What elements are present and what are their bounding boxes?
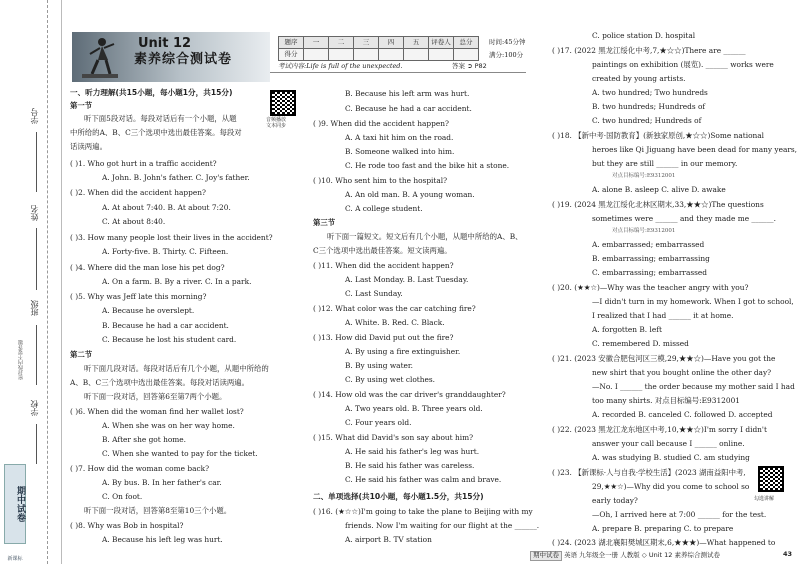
question-11[interactable]: ( )11. When did the accident happen? (313, 261, 454, 270)
score-cell: 四 (379, 37, 404, 49)
question-17-cont: paintings on exhibition (展览). ______ works were (592, 60, 774, 69)
question-16[interactable]: ( )16. (★☆☆)I'm going to take the plane to Beijing with my (313, 507, 533, 516)
score-cell: 题序 (279, 37, 304, 49)
score-header-row (279, 37, 479, 49)
options-10: C. A college student. (345, 204, 423, 213)
options-15: B. He said his father was careless. (345, 461, 475, 470)
question-21-cont: too many shirts. 对点目标编号:E9312001 (592, 396, 740, 405)
question-10[interactable]: ( )10. Who sent him to the hospital? (313, 176, 448, 185)
name-field[interactable] (36, 228, 37, 290)
instruction: C三个选项中选出最佳答案。短文读两遍。 (313, 246, 452, 255)
question-23-cont: —Oh, I arrived here at 7:00 ______ for the test. (592, 510, 767, 519)
question-7[interactable]: ( )7. How did the woman come back? (70, 464, 210, 473)
score-table (278, 36, 479, 61)
content-line: 考试内容:Life is full of the unexpected. (278, 62, 403, 70)
options-2: C. At about 8:40. (102, 217, 166, 226)
question-1[interactable]: ( )1. Who got hurt in a traffic accident? (70, 159, 217, 168)
options-20: A. forgotten B. left (592, 325, 662, 334)
options-16: A. airport B. TV station (345, 535, 432, 544)
score-cell: 一 (304, 37, 329, 49)
score-input[interactable] (404, 49, 429, 61)
school-label: 学校 (30, 400, 39, 416)
score-value-row (279, 49, 479, 61)
options-10: A. An old man. B. A young woman. (345, 190, 475, 199)
score-cell: 评卷人 (429, 37, 454, 49)
options-9: C. He rode too fast and the bike hit a stone. (345, 161, 510, 170)
target-code: 对点目标编号:E9312001 (612, 228, 676, 234)
instruction: 听下面5段对话。每段对话后有一个小题，从题 (84, 114, 237, 123)
fold-line (47, 0, 48, 564)
question-21[interactable]: ( )21. (2023 安徽合肥包河区三模,29,★★☆)—Have you got the (552, 354, 776, 363)
instruction: 中所给的A、B、C三个选项中选出最佳答案。每段对 (70, 128, 242, 137)
options-19: B. embarrassing; embarrassing (592, 254, 710, 263)
brand-subtitle: 新课标 (7, 556, 23, 562)
instruction: 听下面一段对话，回答第6至第7两个小题。 (84, 392, 227, 401)
score-input[interactable] (329, 49, 354, 61)
options-3: A. Forty-five. B. Thirty. C. Fifteen. (102, 247, 229, 256)
options-2: A. At about 7:40. B. At about 7:20. (102, 203, 231, 212)
options-5: A. Because he overslept. (102, 306, 195, 315)
figure-illustration-icon (80, 34, 120, 80)
options-8: A. Because his left leg was hurt. (102, 535, 223, 544)
score-input[interactable] (429, 49, 454, 61)
options-6: C. When she wanted to pay for the ticket. (102, 449, 258, 458)
options-1: A. John. B. John's father. C. Joy's father. (102, 173, 250, 182)
score-cell: 三 (354, 37, 379, 49)
question-24[interactable]: ( )24. (2023 湖北襄阳樊城区期末,6,★★★)—What happened to (552, 538, 776, 547)
question-20-cont: I realized that I had ______ it at home. (592, 311, 734, 320)
qr-caption: 勾选讲解 (754, 496, 775, 502)
question-17[interactable]: ( )17. (2022 黑龙江绥化中考,7,★☆☆)There are ______ (552, 46, 746, 55)
question-23-cont: 29,★★☆)—Why did you come to school so (592, 482, 750, 491)
section-choice-title: 二、单项选择(共10小题，每小题1.5分，共15分) (313, 492, 484, 501)
options-7: C. On foot. (102, 492, 143, 501)
student-id-label: 学号 (30, 108, 39, 124)
question-19-cont: sometimes were ______ and they made me ______. (592, 214, 776, 223)
score-input[interactable] (354, 49, 379, 61)
question-6[interactable]: ( )6. When did the woman find her wallet lost? (70, 407, 244, 416)
options-6: B. After she got home. (102, 435, 187, 444)
question-22-cont: answer your call because I ______ online. (592, 439, 745, 448)
instruction: 听下面一段对话，回答第8至第10三个小题。 (84, 506, 232, 515)
question-17-cont: created by young artists. (592, 74, 686, 83)
options-13: C. By using wet clothes. (345, 375, 436, 384)
score-input[interactable] (304, 49, 329, 61)
options-9: B. Someone walked into him. (345, 147, 455, 156)
page-footer (530, 551, 800, 564)
score-cell: 五 (404, 37, 429, 49)
score-input[interactable] (454, 49, 479, 61)
options-20: C. remembered D. missed (592, 339, 689, 348)
question-20-cont: —I didn't turn in my homework. When I got to school, (592, 297, 794, 306)
score-input[interactable] (379, 49, 404, 61)
score-cell: 二 (329, 37, 354, 49)
options-14: A. Two years old. B. Three years old. (345, 404, 483, 413)
instruction: 听下面几段对话。每段对话后有几个小题，从题中所给的 (84, 364, 269, 373)
qr-code-icon[interactable] (270, 90, 296, 116)
options-4: A. On a farm. B. By a river. C. In a park. (102, 277, 252, 286)
options-13: A. By using a fire extinguisher. (345, 347, 461, 356)
score-cell: 得分 (279, 49, 304, 61)
options-8: B. Because his left arm was hurt. (345, 89, 470, 98)
unit-title: Unit 12 (138, 36, 192, 51)
question-22[interactable]: ( )22. (2023 黑龙江龙东地区中考,10,★★☆)I'm sorry I didn't (552, 425, 767, 434)
question-21-cont: —No. I ______ the order because my mother said I had (592, 382, 795, 391)
options-8: C. Because he had a car accident. (345, 104, 472, 113)
options-15: A. He said his father's leg was hurt. (345, 447, 480, 456)
question-2[interactable]: ( )2. When did the accident happen? (70, 188, 206, 197)
class-field[interactable] (36, 325, 37, 385)
qr-code-icon[interactable] (758, 466, 784, 492)
unit-subtitle: 素养综合测试卷 (134, 52, 233, 67)
instruction: A、B、C三个选项中选出最佳答案。每段对话读两遍。 (70, 378, 250, 387)
options-17: A. two hundred; Two hundreds (592, 88, 708, 97)
question-18-cont: heroes like Qi Jiguang have been dead for many years, (592, 145, 798, 154)
options-17: B. two hundreds; Hundreds of (592, 102, 706, 111)
options-19: C. embarrassing; embarrassed (592, 268, 708, 277)
question-12[interactable]: ( )12. What color was the car catching fire? (313, 304, 476, 313)
question-3[interactable]: ( )3. How many people lost their lives in the accident? (70, 233, 273, 242)
score-cell: 总分 (454, 37, 479, 49)
options-7: A. By bus. B. In her father's car. (102, 478, 222, 487)
question-5[interactable]: ( )5. Why was Jeff late this morning? (70, 292, 207, 301)
question-14[interactable]: ( )14. How old was the car driver's granddaughter? (313, 390, 506, 399)
question-13[interactable]: ( )13. How did David put out the fire? (313, 333, 454, 342)
options-12: A. White. B. Red. C. Black. (345, 318, 445, 327)
time-info (489, 36, 525, 62)
section-listening-title: 一、听力理解(共15小题，每小题1分，共15分) (70, 88, 233, 97)
part2-title: 第二节 (70, 350, 93, 359)
brand-logo: 期中试卷 (4, 464, 26, 544)
class-label: 班级 (30, 300, 39, 316)
options-15: C. He said his father was calm and brave. (345, 475, 502, 484)
school-field[interactable] (36, 424, 37, 464)
options-21: A. recorded B. canceled C. followed D. accepted (592, 410, 773, 419)
options-9: A. A taxi hit him on the road. (345, 133, 454, 142)
question-15[interactable]: ( )15. What did David's son say about him? (313, 433, 474, 442)
name-label: 姓名 (30, 205, 39, 221)
options-6: A. When she was on her way home. (102, 421, 235, 430)
options-14: C. Four years old. (345, 418, 412, 427)
options-23: A. prepare B. preparing C. to prepare (592, 524, 734, 533)
options-11: A. Last Monday. B. Last Tuesday. (345, 275, 469, 284)
question-23[interactable]: ( )23. 【新课标·人与自我·学校生活】(2023 湖南益阳中考, (552, 468, 746, 477)
question-18[interactable]: ( )18. 【新中考·国防教育】(新独家原创,★☆☆)Some national (552, 131, 765, 140)
header-rule (270, 72, 526, 73)
footer-badge: 期中试卷 (530, 551, 562, 561)
footer-text: 英语 九年级全一册 人教版 ◇ Unit 12 素养综合测试卷 (564, 551, 720, 559)
question-20[interactable]: ( )20. (★★☆)—Why was the teacher angry with you? (552, 283, 749, 292)
question-8[interactable]: ( )8. Why was Bob in hospital? (70, 521, 184, 530)
options-5: C. Because he lost his student card. (102, 335, 237, 344)
options-22: A. was studying B. studied C. am studying (592, 453, 750, 462)
options-16: C. police station D. hospital (592, 31, 696, 40)
target-code: 对点目标编号:E9312001 (612, 173, 676, 179)
options-18: A. alone B. asleep C. alive D. awake (592, 185, 726, 194)
page-number: 43 (782, 550, 792, 558)
seal-notice: 密封线内不要答题 (18, 340, 24, 380)
binding-margin (0, 0, 62, 564)
part1-title: 第一节 (70, 101, 93, 110)
question-18-cont: but they are still ______ in our memory. (592, 159, 738, 168)
full-score: 满分:100分 (489, 51, 524, 59)
qr-caption: 音频播放 文本同步 (266, 117, 287, 129)
options-13: B. By using water. (345, 361, 413, 370)
question-4[interactable]: ( )4. Where did the man lose his pet dog? (70, 263, 225, 272)
student-id-field[interactable] (36, 132, 37, 192)
question-9[interactable]: ( )9. When did the accident happen? (313, 119, 449, 128)
options-11: C. Last Sunday. (345, 289, 403, 298)
part3-title: 第三节 (313, 218, 336, 227)
question-23-cont: early today? (592, 496, 638, 505)
instruction: 听下面一篇短文。短文后有几个小题，从题中所给的A、B、 (327, 232, 523, 241)
question-21-cont: new shirt that you bought online the other day? (592, 368, 772, 377)
time-limit: 时间:45分钟 (489, 38, 526, 46)
question-16-cont: friends. Now I'm waiting for our flight at the ______. (345, 521, 540, 530)
options-5: B. Because he had a car accident. (102, 321, 229, 330)
options-17: C. two hundred; Hundreds of (592, 116, 702, 125)
options-19: A. embarrassed; embarrassed (592, 240, 705, 249)
answer-reference: 答案 ➲ P82 (452, 62, 487, 70)
instruction: 话读两遍。 (70, 142, 107, 151)
question-19[interactable]: ( )19. (2024 黑龙江绥化北林区期末,33,★★☆)The questions (552, 200, 764, 209)
